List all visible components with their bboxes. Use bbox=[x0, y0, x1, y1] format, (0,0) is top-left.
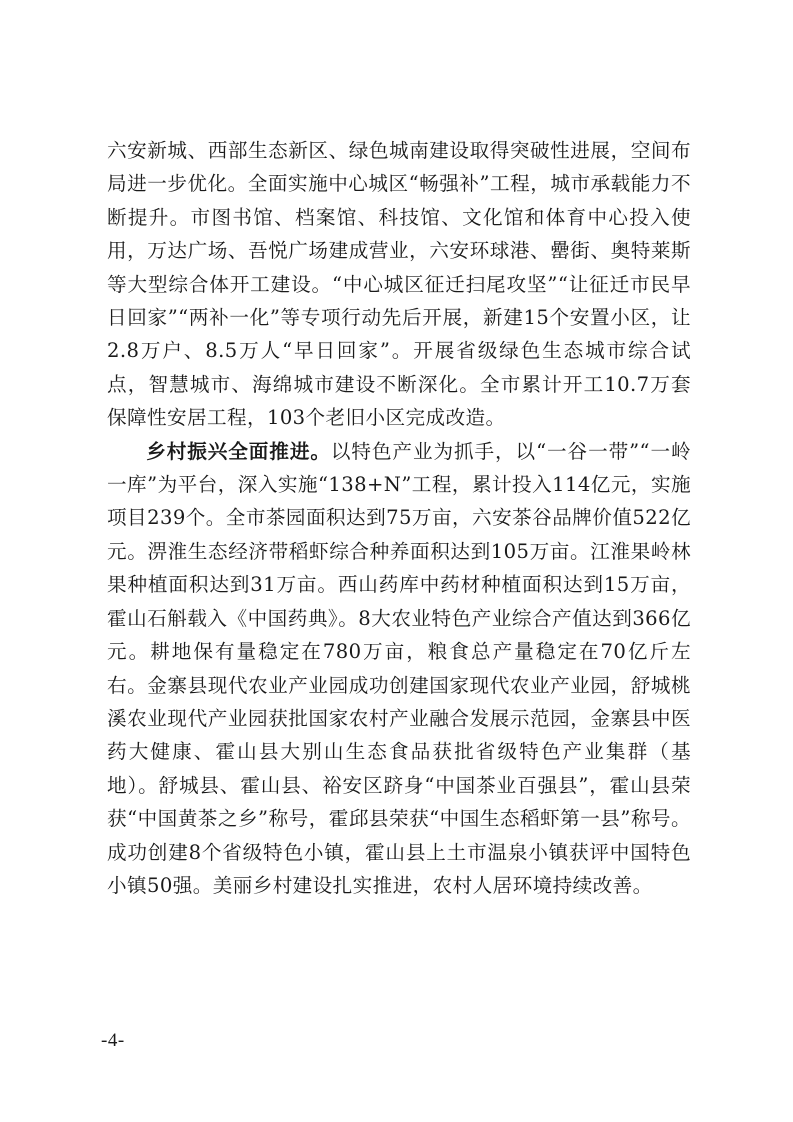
page-number: -4- bbox=[101, 1030, 125, 1051]
paragraph-heading-rural-revitalization: 乡村振兴全面推进。 bbox=[146, 439, 331, 463]
paragraph-urban-development-text: 六安新城、西部生态新区、绿色城南建设取得突破性进展，空间布局进一步优化。全面实施中心城区“畅强补”工程，城市承载能力不断提升。市图书馆、档案馆、科技馆、文化馆和体育中心投入使用，万达广场、吾悦广场建成营业，六安环球港、罍街、奥特莱斯等大型综合体开工建设。“中心城区征迁扫尾攻坚”“让征迁市民早日回家”“两补一化”等专项行动先后开展，新建15个安置小区，让2.8万户、8.5万人“早日回家”。开展省级绿色生态城市综合试点，智慧城市、海绵城市建设不断深化。全市累计开工10.7万套保障性安居工程，103个老旧小区完成改造。 bbox=[107, 139, 691, 430]
body-text bbox=[107, 134, 691, 902]
paragraph-rural-revitalization-text: 以特色产业为抓手，以“一谷一带”“一岭一库”为平台，深入实施“138+N”工程，累计投入114亿元，实施项目239个。全市茶园面积达到75万亩，六安茶谷品牌价值522亿元。淠淮生态经济带稻虾综合种养面积达到105万亩。江淮果岭林果种植面积达到31万亩。西山药库中药材种植面积达到15万亩，霍山石斛载入《中国药典》。8大农业特色产业综合产值达到366亿元。耕地保有量稳定在780万亩，粮食总产量稳定在70亿斤左右。金寨县现代农业产业园成功创建国家现代农业产业园，舒城桃溪农业现代产业园获批国家农村产业融合发展示范园，金寨县中医药大健康、霍山县大别山生态食品获批省级特色产业集群（基地）。舒城县、霍山县、裕安区跻身“中国茶业百强县”，霍山县荣获“中国黄茶之乡”称号，霍邱县荣获“中国生态稻虾第一县”称号。成功创建8个省级特色小镇，霍山县上土市温泉小镇获评中国特色小镇50强。美丽乡村建设扎实推进，农村人居环境持续改善。 bbox=[107, 439, 691, 897]
paragraph-rural-revitalization bbox=[107, 435, 691, 903]
paragraph-urban-development bbox=[107, 134, 691, 435]
